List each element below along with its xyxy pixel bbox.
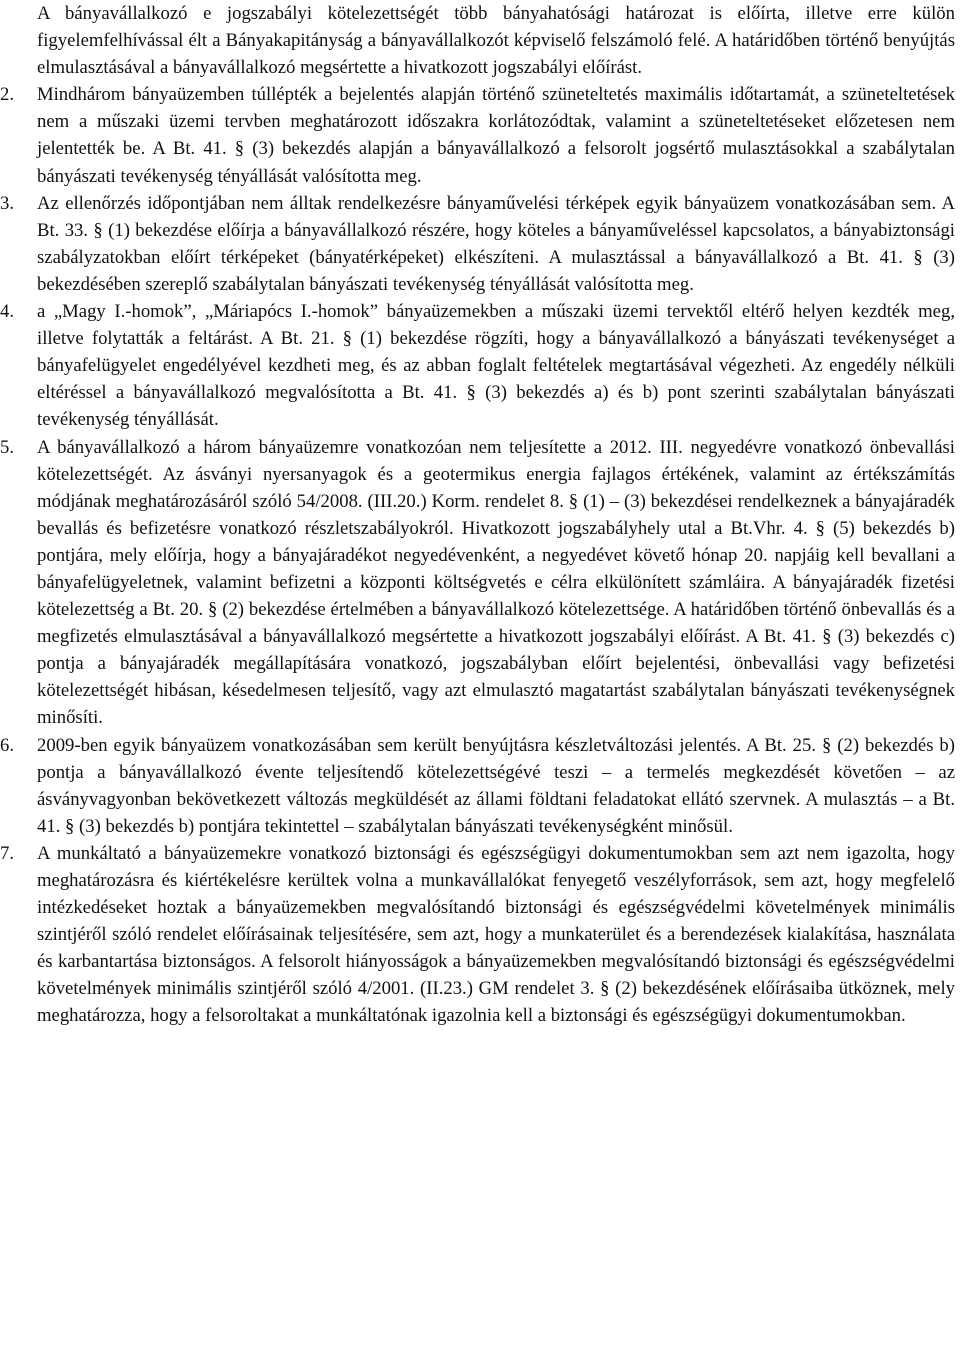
intro-paragraph: A bányavállalkozó e jogszabályi kötelezettségét több bányahatósági határozat is előírta, illetve erre külön figyelemfelhívással élt a Bányakapitányság a bányavállalkozót képviselő felszámoló felé. A határidőben történő benyújtás elmulasztásával a bányavállalkozó megsértette a hivatkozott jogszabályi előírást.: [37, 3, 955, 79]
item-number: 5.: [0, 436, 15, 458]
list-item: [0, 190, 955, 298]
item-number: 7.: [0, 842, 15, 864]
item-text: A bányavállalkozó a három bányaüzemre vonatkozóan nem teljesítette a 2012. III. negyedévre vonatkozó önbevallási kötelezettségét. Az ásványi nyersanyagok és a geotermikus energia fajlagos értékének, valamint az értékszámítás módjának meghatározásáról szóló 54/2008. (III.20.) Korm. rendelet 8. § (1) – (3) bekezdései rendelkeznek a bányajáradék bevallás és befizetésre vonatkozó részletszabályokról. Hivatkozott jogszabályhely utal a Bt.Vhr. 4. § (5) bekezdés b) pontjára, mely előírja, hogy a bányajáradékot negyedévenként, a negyedévet követő hónap 20. napjáig kell bevallani a bányafelügyeletnek, valamint befizetni a központi költségvetés e célra elkülönített számláira. A bányajáradék fizetési kötelezettség a Bt. 20. § (2) bekezdése értelmében a bányavállalkozó kötelezettsége. A határidőben történő önbevallás és a megfizetés elmulasztásával a bányavállalkozó megsértette a hivatkozott jogszabályi előírást. A Bt. 41. § (3) bekezdés c) pontja a bányajáradék megállapítására vonatkozó, jogszabályban előírt bejelentési, önbevallási vagy befizetési kötelezettségét hibásan, késedelmesen teljesítő, vagy azt elmulasztó magatartást szabálytalan bányászati tevékenységnek minősíti.: [37, 436, 955, 729]
item-number: 2.: [0, 84, 15, 106]
item-text: Mindhárom bányaüzemben túllépték a bejelentés alapján történő szüneteltetés maximális időtartamát, a szüneteltetések nem a műszaki üzemi tervben meghatározott időszakra korlátozódtak, valamint a szüneteltetéseket előzetesen nem jelentették be. A Bt. 41. § (3) bekezdés alapján a bányavállalkozó a felsorolt jogsértő mulasztásokkal a szabálytalan bányászati tevékenység tényállását valósította meg.: [37, 84, 955, 187]
list-item: [0, 732, 955, 840]
item-number: 6.: [0, 734, 15, 756]
item-text: Az ellenőrzés időpontjában nem álltak rendelkezésre bányaművelési térképek egyik bányaüzem vonatkozásában sem. A Bt. 33. § (1) bekezdése előírja a bányavállalkozó részére, hogy köteles a bányaműveléssel kapcsolatos, a bányabiztonsági szabályzatokban előírt térképeket (bányatérképeket) elkészíteni. A mulasztással a bányavállalkozó a Bt. 41. § (3) bekezdésében szereplő szabálytalan bányászati tevékenység tényállását valósította meg.: [37, 192, 955, 295]
item-number: 4.: [0, 301, 15, 323]
list-item: [0, 298, 955, 433]
violation-list: [0, 81, 955, 1029]
item-text: A munkáltató a bányaüzemekre vonatkozó biztonsági és egészségügyi dokumentumokban sem azt nem igazolta, hogy meghatározásra és kiértékelésre kerültek volna a munkavállalókat fenyegető veszélyforrások, sem azt, hogy megfelelő intézkedéseket hoztak a bányaüzemekben megvalósítandó biztonsági és egészségvédelmi követelmények minimális szintjéről szóló rendelet előírásainak teljesítésére, sem azt, hogy a munkaterület és a berendezések kialakítása, használata és karbantartása biztonságos. A felsorolt hiányosságok a bányaüzemekben megvalósítandó biztonsági és egészségvédelmi követelmények minimális szintjéről szóló 4/2001. (II.23.) GM rendelet 3. § (2) bekezdésének előírásaiba ütköznek, mely meghatározza, hogy a felsoroltakat a munkáltatónak igazolnia kell a biztonsági és egészségügyi dokumentumokban.: [37, 842, 955, 1027]
item-number: 3.: [0, 192, 15, 214]
list-item: [0, 81, 955, 189]
item-text: a „Magy I.-homok”, „Máriapócs I.-homok” bányaüzemekben a műszaki üzemi tervektől eltérő helyen kezdték meg, illetve folytatták a feltárást. A Bt. 21. § (1) bekezdése rögzíti, hogy a bányavállalkozó a bányászati tevékenységet a bányafelügyelet engedélyével kezdheti meg, és az abban foglalt feltételek megtartásával végezheti. Az engedély nélküli eltéréssel a bányavállalkozó megvalósította a Bt. 41. § (3) bekezdés a) és b) pont szerinti szabálytalan bányászati tevékenység tényállását.: [37, 301, 955, 431]
item-text: 2009-ben egyik bányaüzem vonatkozásában sem került benyújtásra készletváltozási jelentés. A Bt. 25. § (2) bekezdés b) pontja a bányavállalkozó évente teljesítendő kötelezettségévé teszi – a termelés megkezdését követően – az ásványvagyonban bekövetkezett változás megküldését az állami földtani feladatokat ellátó szervnek. A mulasztás – a Bt. 41. § (3) bekezdés b) pontjára tekintettel – szabálytalan bányászati tevékenységként minősül.: [37, 734, 955, 837]
list-item: [0, 840, 955, 1030]
list-item: [0, 434, 955, 732]
